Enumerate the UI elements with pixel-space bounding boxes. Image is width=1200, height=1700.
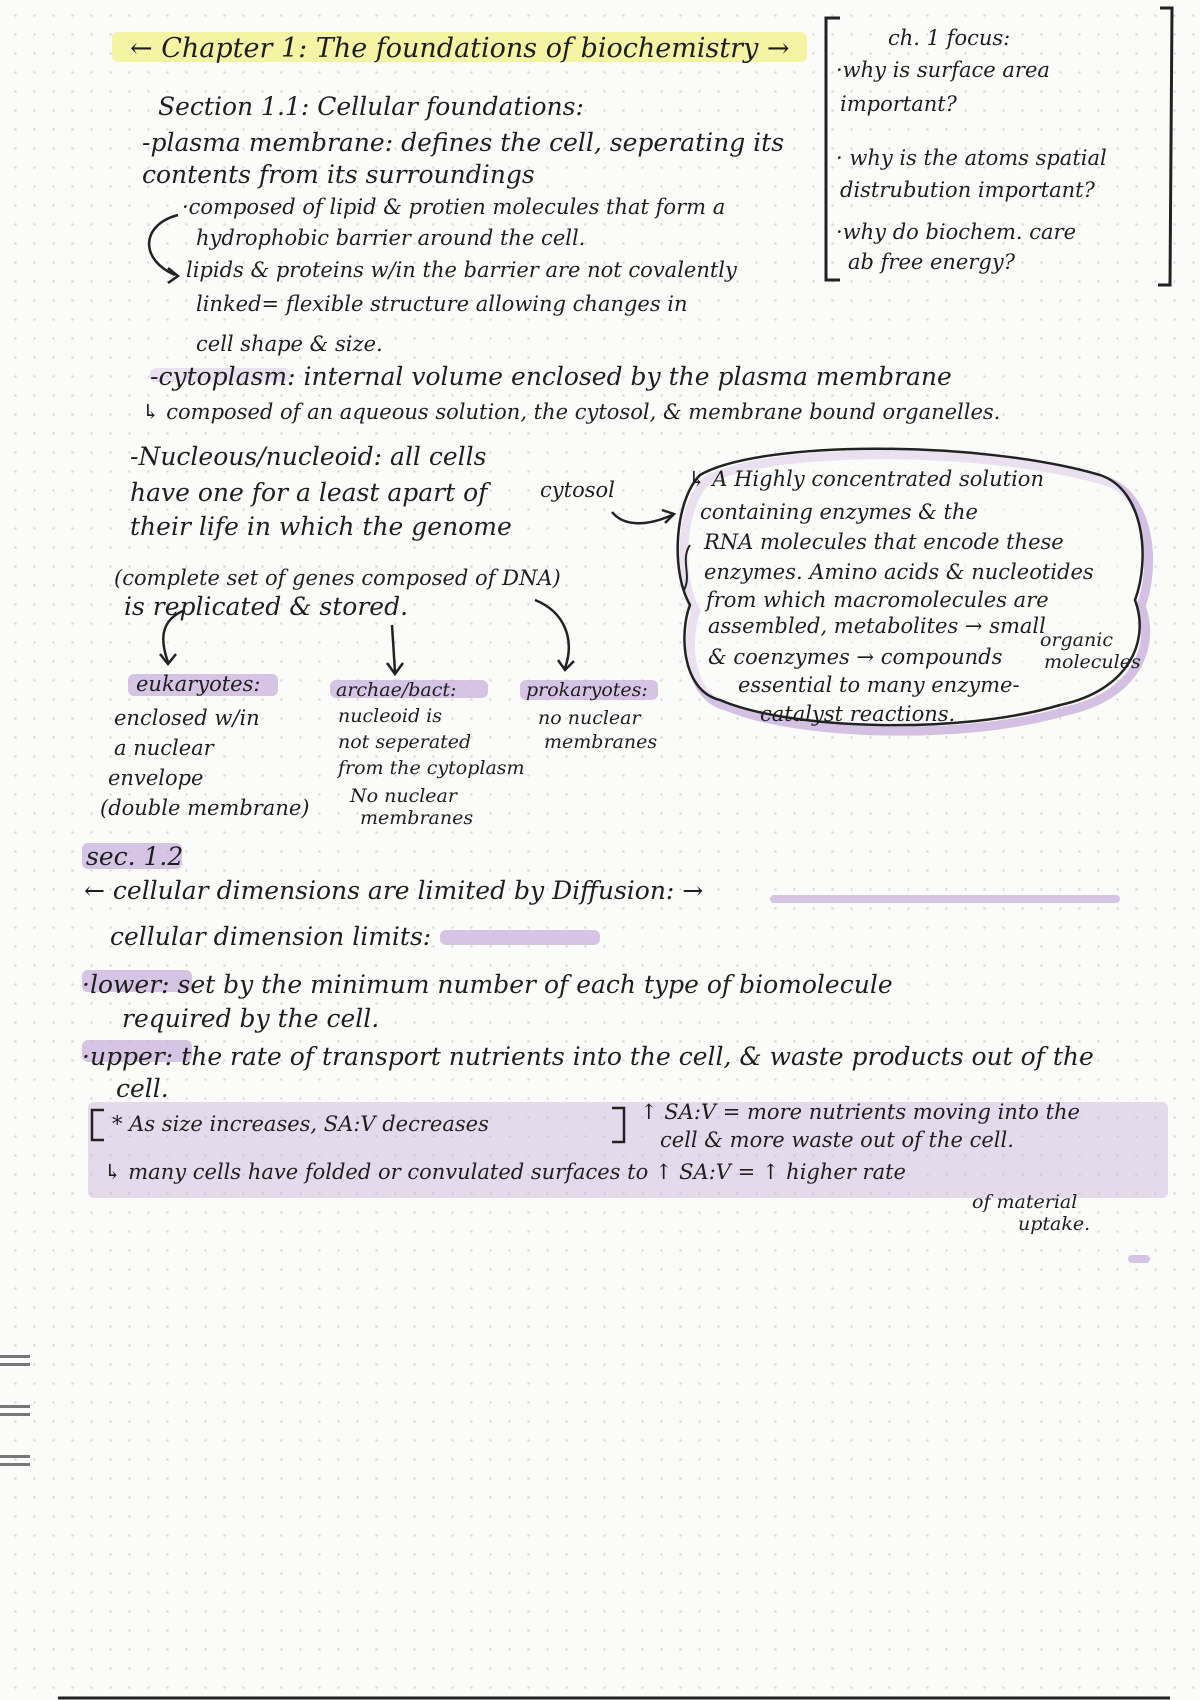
focus-q3: ·why do biochem. care <box>836 220 1077 244</box>
focus-q1: important? <box>840 92 957 116</box>
nucleus-line: have one for a least apart of <box>130 478 488 507</box>
branch-line: membranes <box>360 807 474 829</box>
sa-note: * As size increases, SA:V decreases <box>112 1112 489 1136</box>
plasma-membrane-line: cell shape & size. <box>196 332 383 356</box>
branch-line: from the cytoplasm <box>338 757 525 779</box>
focus-q3: ab free energy? <box>848 250 1015 274</box>
upper-limit: ·upper: the rate of transport nutrients into the cell, & waste products out of the <box>82 1042 1094 1071</box>
focus-heading: ch. 1 focus: <box>888 26 1011 50</box>
focus-q1: ·why is surface area <box>836 58 1050 82</box>
branch-line: archae/bact: <box>336 679 457 701</box>
page-title: ← Chapter 1: The foundations of biochemistry → <box>130 33 790 64</box>
sa-note: of material <box>972 1191 1078 1213</box>
branch-line: enclosed w/in <box>114 706 260 730</box>
branch-line: envelope <box>108 766 204 790</box>
plasma-membrane-line: -plasma membrane: defines the cell, seperating its <box>142 128 785 157</box>
section-heading: Section 1.1: Cellular foundations: <box>158 92 584 121</box>
branch-line: (double membrane) <box>100 796 310 820</box>
cloud-line: containing enzymes & the <box>700 500 978 524</box>
cytoplasm-line: ↳ composed of an aqueous solution, the cytosol, & membrane bound organelles. <box>142 400 1001 424</box>
sa-note: ↑ SA:V = more nutrients moving into the <box>640 1100 1080 1124</box>
cloud-line: from which macromolecules are <box>706 588 1049 612</box>
branch-line: no nuclear <box>538 707 641 729</box>
cytoplasm-line: -cytoplasm: internal volume enclosed by the plasma membrane <box>150 362 952 391</box>
focus-q2: · why is the atoms spatial <box>836 146 1107 170</box>
branch-line: eukaryotes: <box>136 672 261 696</box>
binder-ring <box>0 1355 40 1367</box>
branch-line: a nuclear <box>114 736 214 760</box>
cloud-line: essential to many enzyme- <box>738 673 1020 697</box>
cloud-line: assembled, metabolites → small <box>708 614 1046 638</box>
sa-note: uptake. <box>1018 1213 1091 1235</box>
cloud-line: enzymes. Amino acids & nucleotides <box>704 560 1094 584</box>
sa-note: cell & more waste out of the cell. <box>660 1128 1014 1152</box>
binder-ring <box>0 1455 40 1467</box>
sa-note: ↳ many cells have folded or convulated surfaces to ↑ SA:V = ↑ higher rate <box>104 1160 906 1184</box>
cloud-line: ↳ A Highly concentrated solution <box>688 467 1044 491</box>
nucleus-line: -Nucleous/nucleoid: all cells <box>130 442 487 471</box>
plasma-membrane-line: ·composed of lipid & protien molecules that form a <box>182 195 726 219</box>
cloud-line: RNA molecules that encode these <box>704 530 1064 554</box>
cloud-line: & coenzymes → compounds <box>708 645 1003 669</box>
cytosol-label: cytosol <box>540 478 615 502</box>
nucleus-line: (complete set of genes composed of DNA) <box>114 566 561 590</box>
nucleus-line: their life in which the genome <box>130 512 512 541</box>
cloud-line: molecules <box>1044 651 1141 673</box>
branch-line: not seperated <box>338 731 472 753</box>
binder-ring <box>0 1405 40 1417</box>
lower-limit: ·lower: set by the minimum number of each type of biomolecule <box>82 970 893 999</box>
nucleus-line: is replicated & stored. <box>124 592 409 621</box>
upper-limit: cell. <box>116 1074 169 1103</box>
focus-q2: distrubution important? <box>840 178 1095 202</box>
branch-line: nucleoid is <box>338 705 442 727</box>
plasma-membrane-line: contents from its surroundings <box>142 160 535 189</box>
plasma-membrane-line: lipids & proteins w/in the barrier are not covalently <box>186 258 737 282</box>
branch-line: No nuclear <box>350 785 457 807</box>
limits-heading: cellular dimension limits: <box>110 922 432 951</box>
branch-line: membranes <box>544 731 658 753</box>
section-subheading: ← cellular dimensions are limited by Diffusion: → <box>84 876 704 905</box>
cloud-line: organic <box>1040 629 1113 651</box>
branch-line: prokaryotes: <box>526 679 648 701</box>
lower-limit: required by the cell. <box>122 1004 380 1033</box>
plasma-membrane-line: linked= flexible structure allowing changes in <box>196 292 688 316</box>
plasma-membrane-line: hydrophobic barrier around the cell. <box>196 226 586 250</box>
section-heading: sec. 1.2 <box>86 842 184 871</box>
cloud-line: catalyst reactions. <box>760 702 956 726</box>
